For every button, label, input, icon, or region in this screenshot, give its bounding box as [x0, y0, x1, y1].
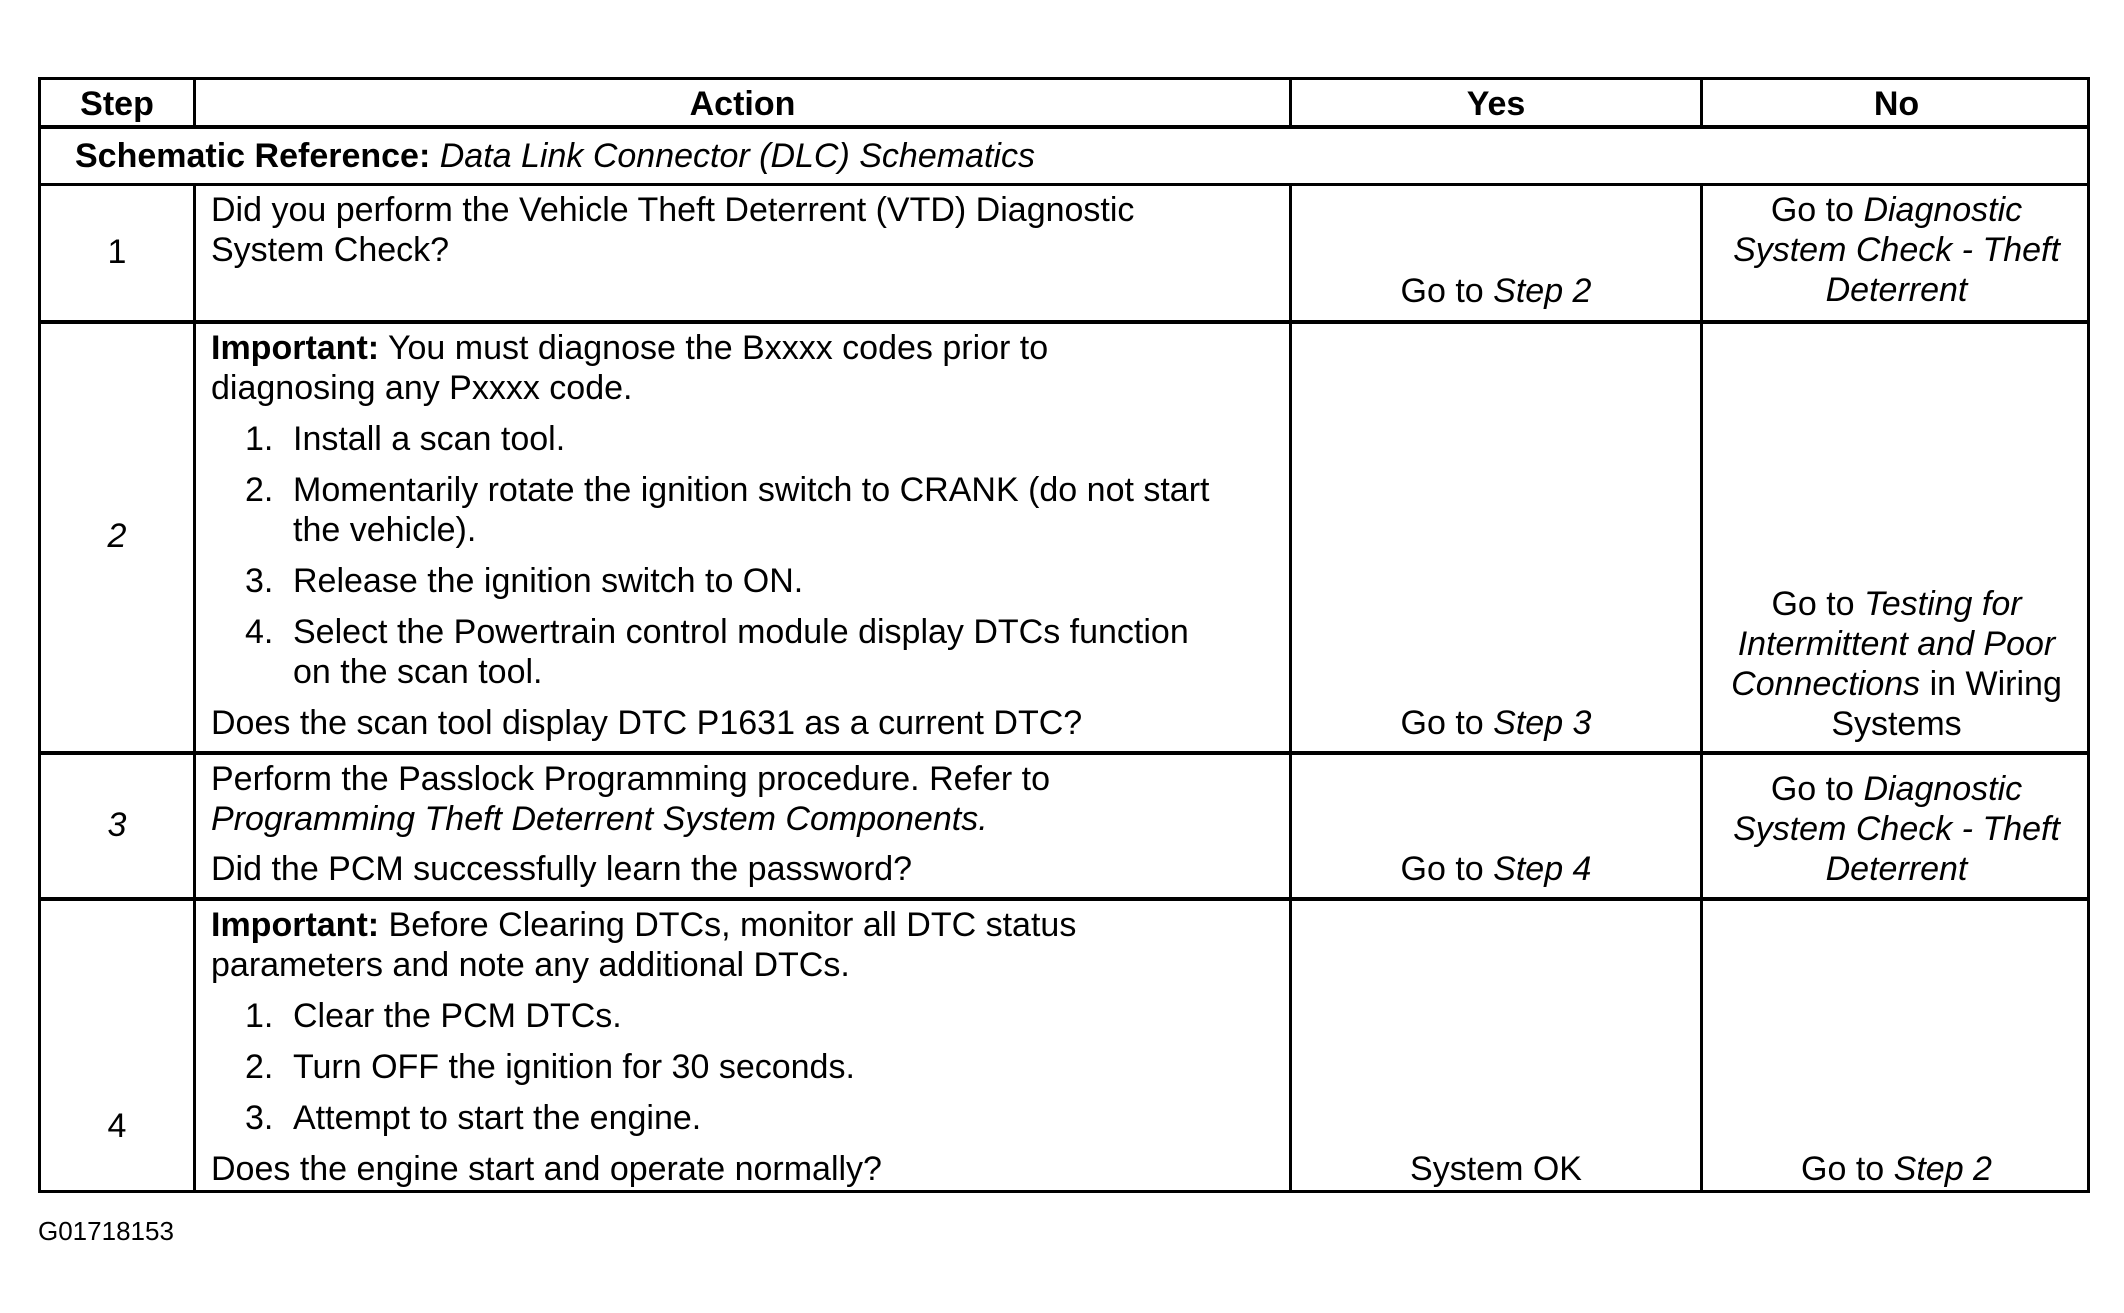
procedure-link[interactable]: Diagnostic	[1863, 770, 2023, 808]
row3-rule	[41, 897, 2087, 901]
list-item: Clear the PCM DTCs.	[293, 997, 622, 1035]
procedure-link[interactable]: System Check - Theft	[1733, 810, 2060, 848]
action-line: diagnosing any Pxxxx code.	[211, 369, 633, 407]
procedure-link[interactable]: Programming Theft Deterrent System Components.	[211, 800, 988, 838]
row1-rule	[41, 320, 2087, 324]
step-number: 2	[107, 517, 127, 555]
question: Did the PCM successfully learn the password?	[211, 850, 913, 888]
procedure-link[interactable]: Connections	[1731, 665, 1921, 703]
list-item: Select the Powertrain control module display DTCs function	[293, 613, 1189, 651]
schematic-link[interactable]: Data Link Connector (DLC) Schematics	[439, 137, 1035, 175]
important-note: Important: Before Clearing DTCs, monitor all DTC status	[211, 906, 1077, 944]
col-divider	[193, 184, 196, 1190]
list-item: Momentarily rotate the ignition switch to CRANK (do not start	[293, 471, 1210, 509]
header-yes: Yes	[1466, 85, 1526, 123]
procedure-link[interactable]: Intermittent and Poor	[1737, 625, 2056, 663]
list-item: Attempt to start the engine.	[293, 1099, 702, 1137]
step-link[interactable]: Step 2	[1893, 1150, 1992, 1188]
procedure-link[interactable]: Diagnostic	[1863, 191, 2023, 229]
step-link[interactable]: Step 3	[1493, 704, 1592, 742]
procedure-link[interactable]: Deterrent	[1825, 271, 1968, 309]
important-label: Important:	[211, 329, 380, 367]
action-line: Did you perform the Vehicle Theft Deterrent (VTD) Diagnostic	[211, 191, 1135, 229]
action-line: System Check?	[211, 231, 450, 269]
schematic-label: Schematic Reference:	[75, 137, 431, 175]
header-rule	[41, 125, 2087, 129]
important-note: Important: You must diagnose the Bxxxx codes prior to	[211, 329, 1049, 367]
no-cell-line: Connections in Wiring	[1731, 665, 2062, 703]
important-label: Important:	[211, 906, 380, 944]
list-item: the vehicle).	[293, 511, 477, 549]
no-cell: Go to Diagnostic	[1770, 770, 2023, 808]
procedure-link[interactable]: System Check - Theft	[1733, 231, 2060, 269]
procedure-link[interactable]: Deterrent	[1825, 850, 1968, 888]
yes-cell: Go to Step 3	[1400, 704, 1592, 742]
header-step: Step	[80, 85, 154, 123]
list-item: Turn OFF the ignition for 30 seconds.	[293, 1048, 855, 1086]
header-action: Action	[689, 85, 796, 123]
yes-cell: Go to Step 2	[1400, 272, 1592, 310]
list-number: 2.	[245, 1048, 274, 1086]
step-link[interactable]: Step 2	[1493, 272, 1592, 310]
schematic-rule	[41, 183, 2087, 186]
list-item: Install a scan tool.	[293, 420, 566, 458]
row2-rule	[41, 751, 2087, 755]
list-item: Release the ignition switch to ON.	[293, 562, 804, 600]
no-cell: Go to Step 2	[1801, 1150, 1992, 1188]
step-number: 3	[107, 806, 127, 844]
step-number: 1	[107, 233, 127, 271]
action-line: parameters and note any additional DTCs.	[211, 946, 850, 984]
step-number: 4	[107, 1107, 127, 1145]
list-number: 1.	[245, 420, 274, 458]
procedure-link[interactable]: Testing for	[1864, 585, 2022, 623]
no-cell-line: Systems	[1831, 705, 1962, 743]
schematic-reference	[75, 136, 1035, 176]
list-number: 2.	[245, 471, 274, 509]
figure-code: G01718153	[38, 1216, 174, 1246]
question: Does the engine start and operate normally?	[211, 1150, 882, 1188]
step-link[interactable]: Step 4	[1493, 850, 1592, 888]
no-cell: Go to Diagnostic	[1770, 191, 2023, 229]
no-cell: Go to Testing for	[1771, 585, 2022, 623]
question: Does the scan tool display DTC P1631 as a current DTC?	[211, 704, 1083, 742]
header-no: No	[1873, 85, 1920, 123]
list-number: 1.	[245, 997, 274, 1035]
diagnostic-table	[38, 77, 2090, 1193]
action-line: Perform the Passlock Programming procedure. Refer to	[211, 760, 1051, 798]
col-divider	[1289, 184, 1292, 1190]
yes-cell: System OK	[1410, 1150, 1582, 1188]
list-number: 3.	[245, 1099, 274, 1137]
list-number: 4.	[245, 613, 274, 651]
list-item: on the scan tool.	[293, 653, 543, 691]
yes-cell: Go to Step 4	[1400, 850, 1592, 888]
list-number: 3.	[245, 562, 274, 600]
